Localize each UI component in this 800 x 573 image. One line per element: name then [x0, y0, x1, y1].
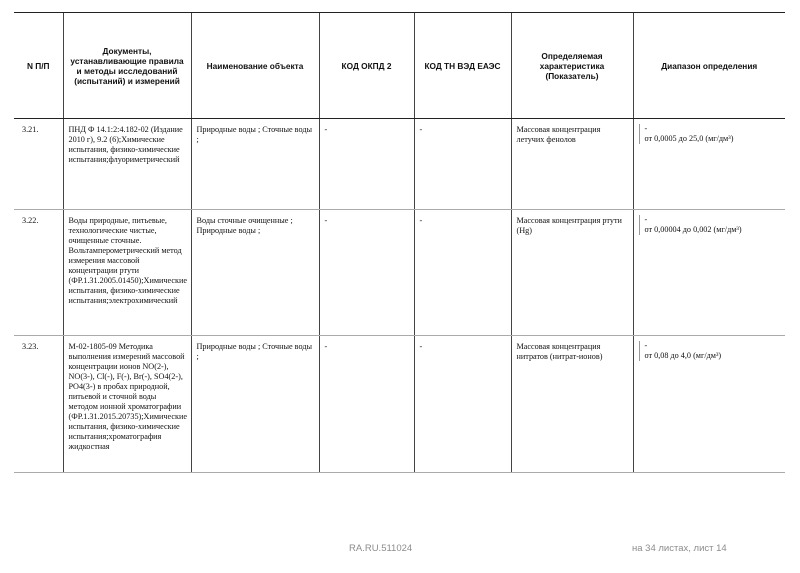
row-tnved: - [414, 210, 511, 336]
row-okpd2: - [319, 119, 414, 210]
row-range-cell [633, 336, 785, 473]
header-num: N П/П [14, 13, 63, 119]
row-tnved: - [414, 119, 511, 210]
row-indicator: Массовая концентрация ртути (Hg) [511, 210, 633, 336]
row-range-cell [633, 210, 785, 336]
header-tnved: КОД ТН ВЭД ЕАЭС [414, 13, 511, 119]
header-object: Наименование объекта [191, 13, 319, 119]
row-object: Природные воды ; Сточные воды ; [191, 119, 319, 210]
table-header-row [14, 13, 785, 119]
range-value: от 0,0005 до 25,0 (мг/дм³) [644, 134, 734, 143]
accreditation-scope-table [14, 12, 785, 473]
range-block [639, 341, 781, 361]
range-block [639, 124, 781, 144]
table-row [14, 119, 785, 210]
row-document: М-02-1805-09 Методика выполнения измерений массовой концентрации ионов NO(2-), NO(3-), Cl(-), F(-), Br(-), SO4(2-), PO4(3-) в пробах природной, питьевой и сточной воды методом ионной хроматографии (ФР.1.31.2015.20735);Химические испытания, физико-химические испытания;хроматография жидкостная [63, 336, 191, 473]
row-indicator: Массовая концентрация нитратов (нитрат-ионов) [511, 336, 633, 473]
table-row [14, 336, 785, 473]
row-range-cell [633, 119, 785, 210]
table-row [14, 210, 785, 336]
range-dash: - [644, 124, 648, 133]
row-document: ПНД Ф 14.1:2:4.182-02 (Издание 2010 г), 9.2 (6);Химические испытания, физико-химические испытания;флуориметрический [63, 119, 191, 210]
row-number: 3.22. [14, 210, 63, 336]
row-okpd2: - [319, 336, 414, 473]
row-object: Природные воды ; Сточные воды ; [191, 336, 319, 473]
row-number: 3.21. [14, 119, 63, 210]
row-number: 3.23. [14, 336, 63, 473]
header-documents: Документы, устанавливающие правила и методы исследований (испытаний) и измерений [63, 13, 191, 119]
row-indicator: Массовая концентрация летучих фенолов [511, 119, 633, 210]
row-okpd2: - [319, 210, 414, 336]
row-document: Воды природные, питьевые, технологические чистые, очищенные сточные. Вольтамперометрический метод измерения массовой концентрации ртути (ФР.1.31.2005.01450);Химические испытания, физико-химические испытания;электрохимический [63, 210, 191, 336]
range-dash: - [644, 215, 648, 224]
footer-certificate-number: RA.RU.511024 [349, 543, 413, 554]
range-dash: - [644, 341, 648, 350]
header-okpd2: КОД ОКПД 2 [319, 13, 414, 119]
range-value: от 0,08 до 4,0 (мг/дм³) [644, 351, 722, 360]
range-block [639, 215, 781, 235]
row-object: Воды сточные очищенные ; Природные воды ; [191, 210, 319, 336]
header-indicator: Определяемая характеристика (Показатель) [511, 13, 633, 119]
range-value: от 0,00004 до 0,002 (мг/дм³) [644, 225, 742, 234]
header-range: Диапазон определения [633, 13, 785, 119]
row-tnved: - [414, 336, 511, 473]
footer-page-count: на 34 листах, лист 14 [632, 543, 727, 554]
